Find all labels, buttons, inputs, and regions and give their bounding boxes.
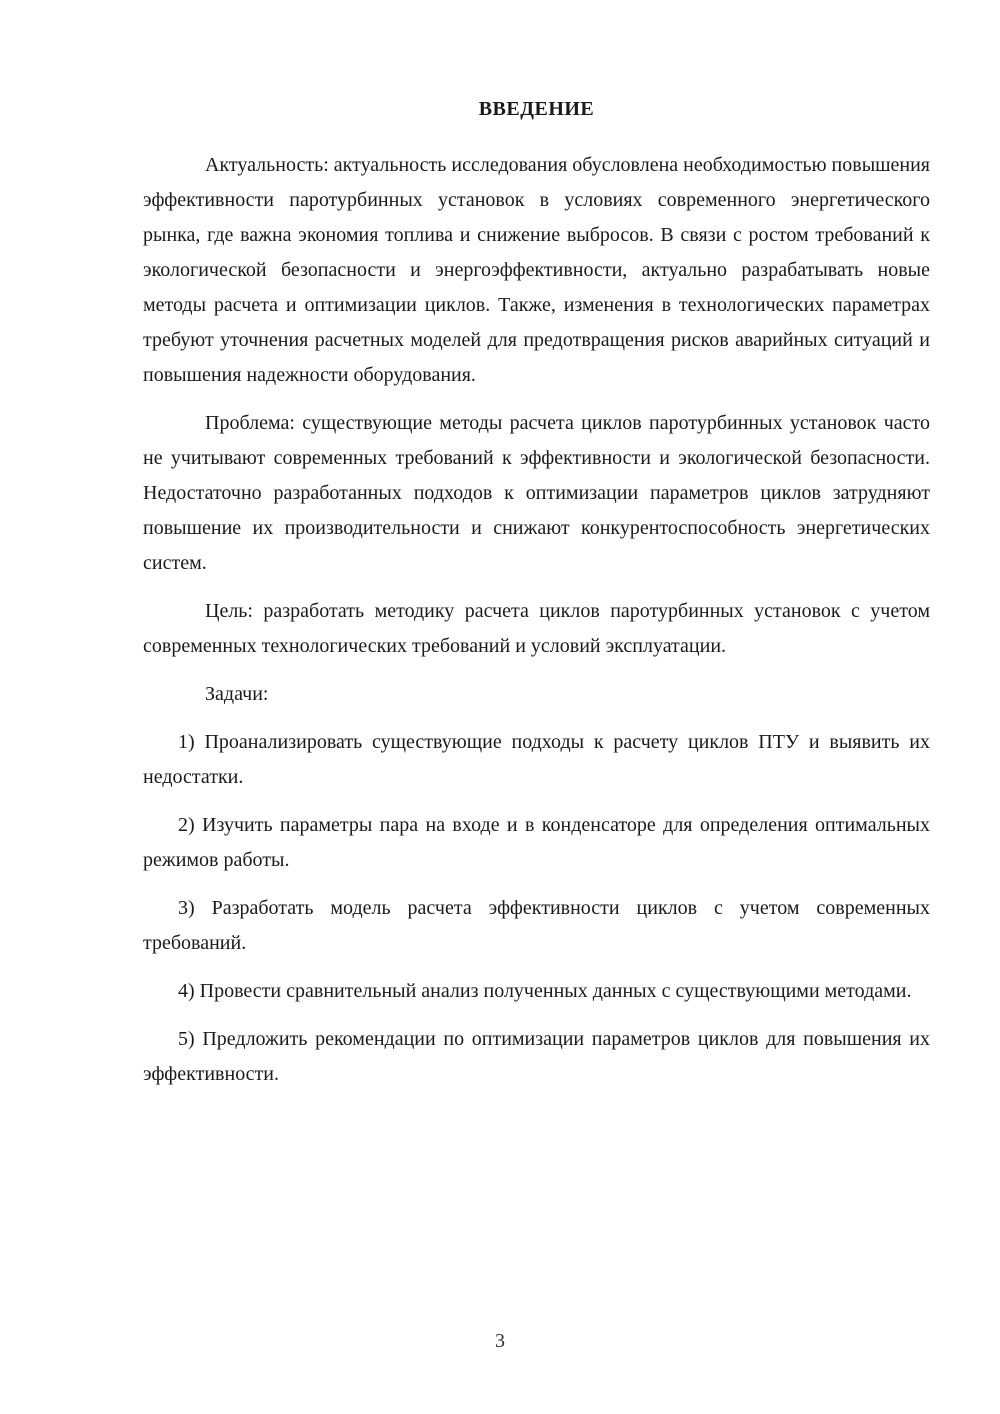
task-item-3: 3) Разработать модель расчета эффективности циклов с учетом современных требований. xyxy=(143,897,930,954)
intro-paragraph-relevance: Актуальность: актуальность исследования обусловлена необходимостью повышения эффективности паротурбинных установок в условиях современного энергетического рынка, где важна экономия топлива и снижение выбросов. В связи с ростом требований к экологической безопасности и энергоэффективности, актуально разрабатывать новые методы расчета и оптимизации циклов. Также, изменения в технологических параметрах требуют уточнения расчетных моделей для предотвращения рисков аварийных ситуаций и повышения надежности оборудования. xyxy=(143,154,931,386)
page-number: 3 xyxy=(495,1330,505,1352)
task-item-1: 1) Проанализировать существующие подходы к расчету циклов ПТУ и выявить их недостатки. xyxy=(143,731,930,788)
task-item-2: 2) Изучить параметры пара на входе и в конденсаторе для определения оптимальных режимов работы. xyxy=(143,814,930,871)
task-item-5: 5) Предложить рекомендации по оптимизации параметров циклов для повышения их эффективности. xyxy=(143,1028,930,1085)
intro-paragraph-problem: Проблема: существующие методы расчета циклов паротурбинных установок часто не учитывают современных требований к эффективности и экологической безопасности. Недостаточно разработанных подходов к оптимизации параметров циклов затрудняют повышение их производительности и снижают конкурентоспособность энергетических систем. xyxy=(143,412,930,574)
page-title: ВВЕДЕНИЕ xyxy=(478,98,595,120)
tasks-label: Задачи: xyxy=(205,683,269,705)
task-item-4: 4) Провести сравнительный анализ полученных данных с существующими методами. xyxy=(178,980,912,1002)
intro-paragraph-goal: Цель: разработать методику расчета циклов паротурбинных установок с учетом современных технологических требований и условий эксплуатации. xyxy=(143,600,930,657)
